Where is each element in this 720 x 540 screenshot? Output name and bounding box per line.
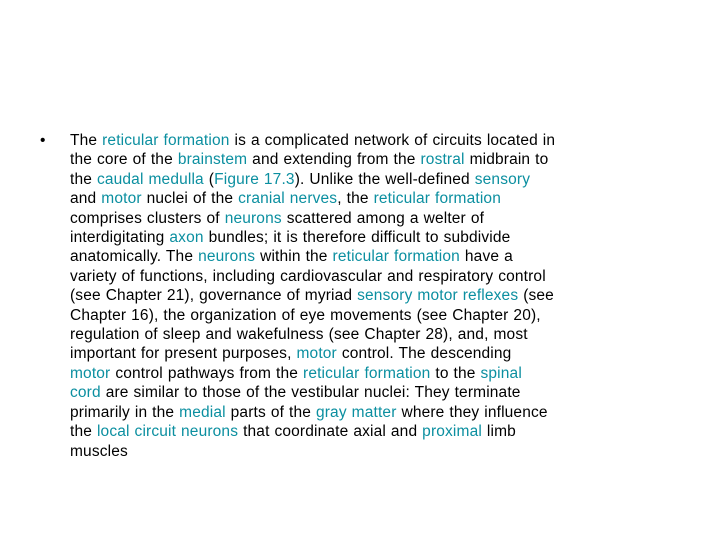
text-run: have a xyxy=(459,248,513,266)
glossary-term-link[interactable]: caudal medulla xyxy=(96,170,204,188)
glossary-term-link[interactable]: axon xyxy=(169,229,204,247)
bullet-glyph: • xyxy=(40,132,46,149)
text-run: parts of the xyxy=(225,403,316,421)
glossary-term-link[interactable]: reticular formation xyxy=(373,190,501,208)
glossary-term-link[interactable]: medial xyxy=(179,403,226,421)
glossary-term-link[interactable]: neurons xyxy=(224,209,282,227)
text-line xyxy=(70,170,690,189)
text-run: the xyxy=(70,423,97,441)
text-line xyxy=(70,422,690,441)
glossary-term-link[interactable]: brainstem xyxy=(177,151,248,169)
text-line xyxy=(70,150,690,169)
text-run: Chapter 16), the organization of eye movements (see Chapter 20), xyxy=(70,306,541,324)
text-line xyxy=(70,325,690,344)
text-run: that coordinate axial and xyxy=(238,423,423,441)
text-line xyxy=(70,344,690,363)
text-run: are similar to those of the vestibular nuclei: They terminate xyxy=(100,384,521,402)
glossary-term-link[interactable]: reticular formation xyxy=(303,364,431,382)
glossary-term-link[interactable]: rostral xyxy=(420,151,465,169)
text-run: bundles; it is therefore difficult to subdivide xyxy=(203,229,511,247)
text-line xyxy=(70,209,690,228)
text-line xyxy=(70,306,690,325)
text-line xyxy=(70,131,690,150)
text-run: limb xyxy=(481,423,516,441)
text-line xyxy=(70,228,690,247)
text-run: is a complicated network of circuits located in xyxy=(229,132,556,149)
body-paragraph xyxy=(70,131,690,461)
glossary-term-link[interactable]: local circuit neurons xyxy=(96,423,239,441)
text-run: The xyxy=(70,132,103,149)
bullet-item xyxy=(40,131,690,461)
glossary-term-link[interactable]: spinal xyxy=(480,364,522,382)
text-run: scattered among a welter of xyxy=(281,209,485,227)
text-run: variety of functions, including cardiovascular and respiratory control xyxy=(70,267,546,285)
glossary-term-link[interactable]: reticular formation xyxy=(332,248,460,266)
text-run: the xyxy=(70,170,97,188)
text-run: and xyxy=(70,190,102,208)
text-run: control. The descending xyxy=(336,345,512,363)
text-run: comprises clusters of xyxy=(70,209,225,227)
text-run: ). Unlike the well-defined xyxy=(294,170,475,188)
glossary-term-link[interactable]: motor xyxy=(70,364,111,382)
glossary-term-link[interactable]: cord xyxy=(70,384,101,402)
text-run: (see xyxy=(518,287,554,305)
text-run: regulation of sleep and wakefulness (see Chapter 28), and, most xyxy=(70,326,528,344)
text-run: primarily in the xyxy=(70,403,180,421)
text-run: the core of the xyxy=(70,151,178,169)
text-run: anatomically. The xyxy=(70,248,199,266)
text-run: important for present purposes, xyxy=(70,345,297,363)
glossary-term-link[interactable]: neurons xyxy=(198,248,256,266)
glossary-term-link[interactable]: Figure 17.3 xyxy=(214,170,295,188)
text-line xyxy=(70,403,690,422)
text-run: interdigitating xyxy=(70,229,170,247)
text-run: muscles xyxy=(70,442,128,460)
text-line xyxy=(70,364,690,383)
text-line xyxy=(70,189,690,208)
glossary-term-link[interactable]: sensory motor reflexes xyxy=(357,287,519,305)
text-run: where they influence xyxy=(396,403,548,421)
text-run: nuclei of the xyxy=(141,190,239,208)
text-line xyxy=(70,383,690,402)
text-line xyxy=(70,247,690,266)
glossary-term-link[interactable]: motor xyxy=(296,345,337,363)
glossary-term-link[interactable]: proximal xyxy=(422,423,482,441)
text-line xyxy=(70,267,690,286)
text-run: ( xyxy=(203,170,215,188)
glossary-term-link[interactable]: motor xyxy=(101,190,142,208)
text-line xyxy=(70,442,690,461)
glossary-term-link[interactable]: sensory xyxy=(474,170,531,188)
glossary-term-link[interactable]: cranial nerves xyxy=(238,190,338,208)
text-run: , the xyxy=(337,190,374,208)
text-line xyxy=(70,286,690,305)
text-run: control pathways from the xyxy=(110,364,304,382)
glossary-term-link[interactable]: gray matter xyxy=(315,403,397,421)
text-run: and extending from the xyxy=(247,151,421,169)
text-run: midbrain to xyxy=(464,151,549,169)
text-run: (see Chapter 21), governance of myriad xyxy=(70,287,358,305)
text-run: to the xyxy=(430,364,481,382)
text-run: within the xyxy=(255,248,333,266)
glossary-term-link[interactable]: reticular formation xyxy=(102,132,230,149)
